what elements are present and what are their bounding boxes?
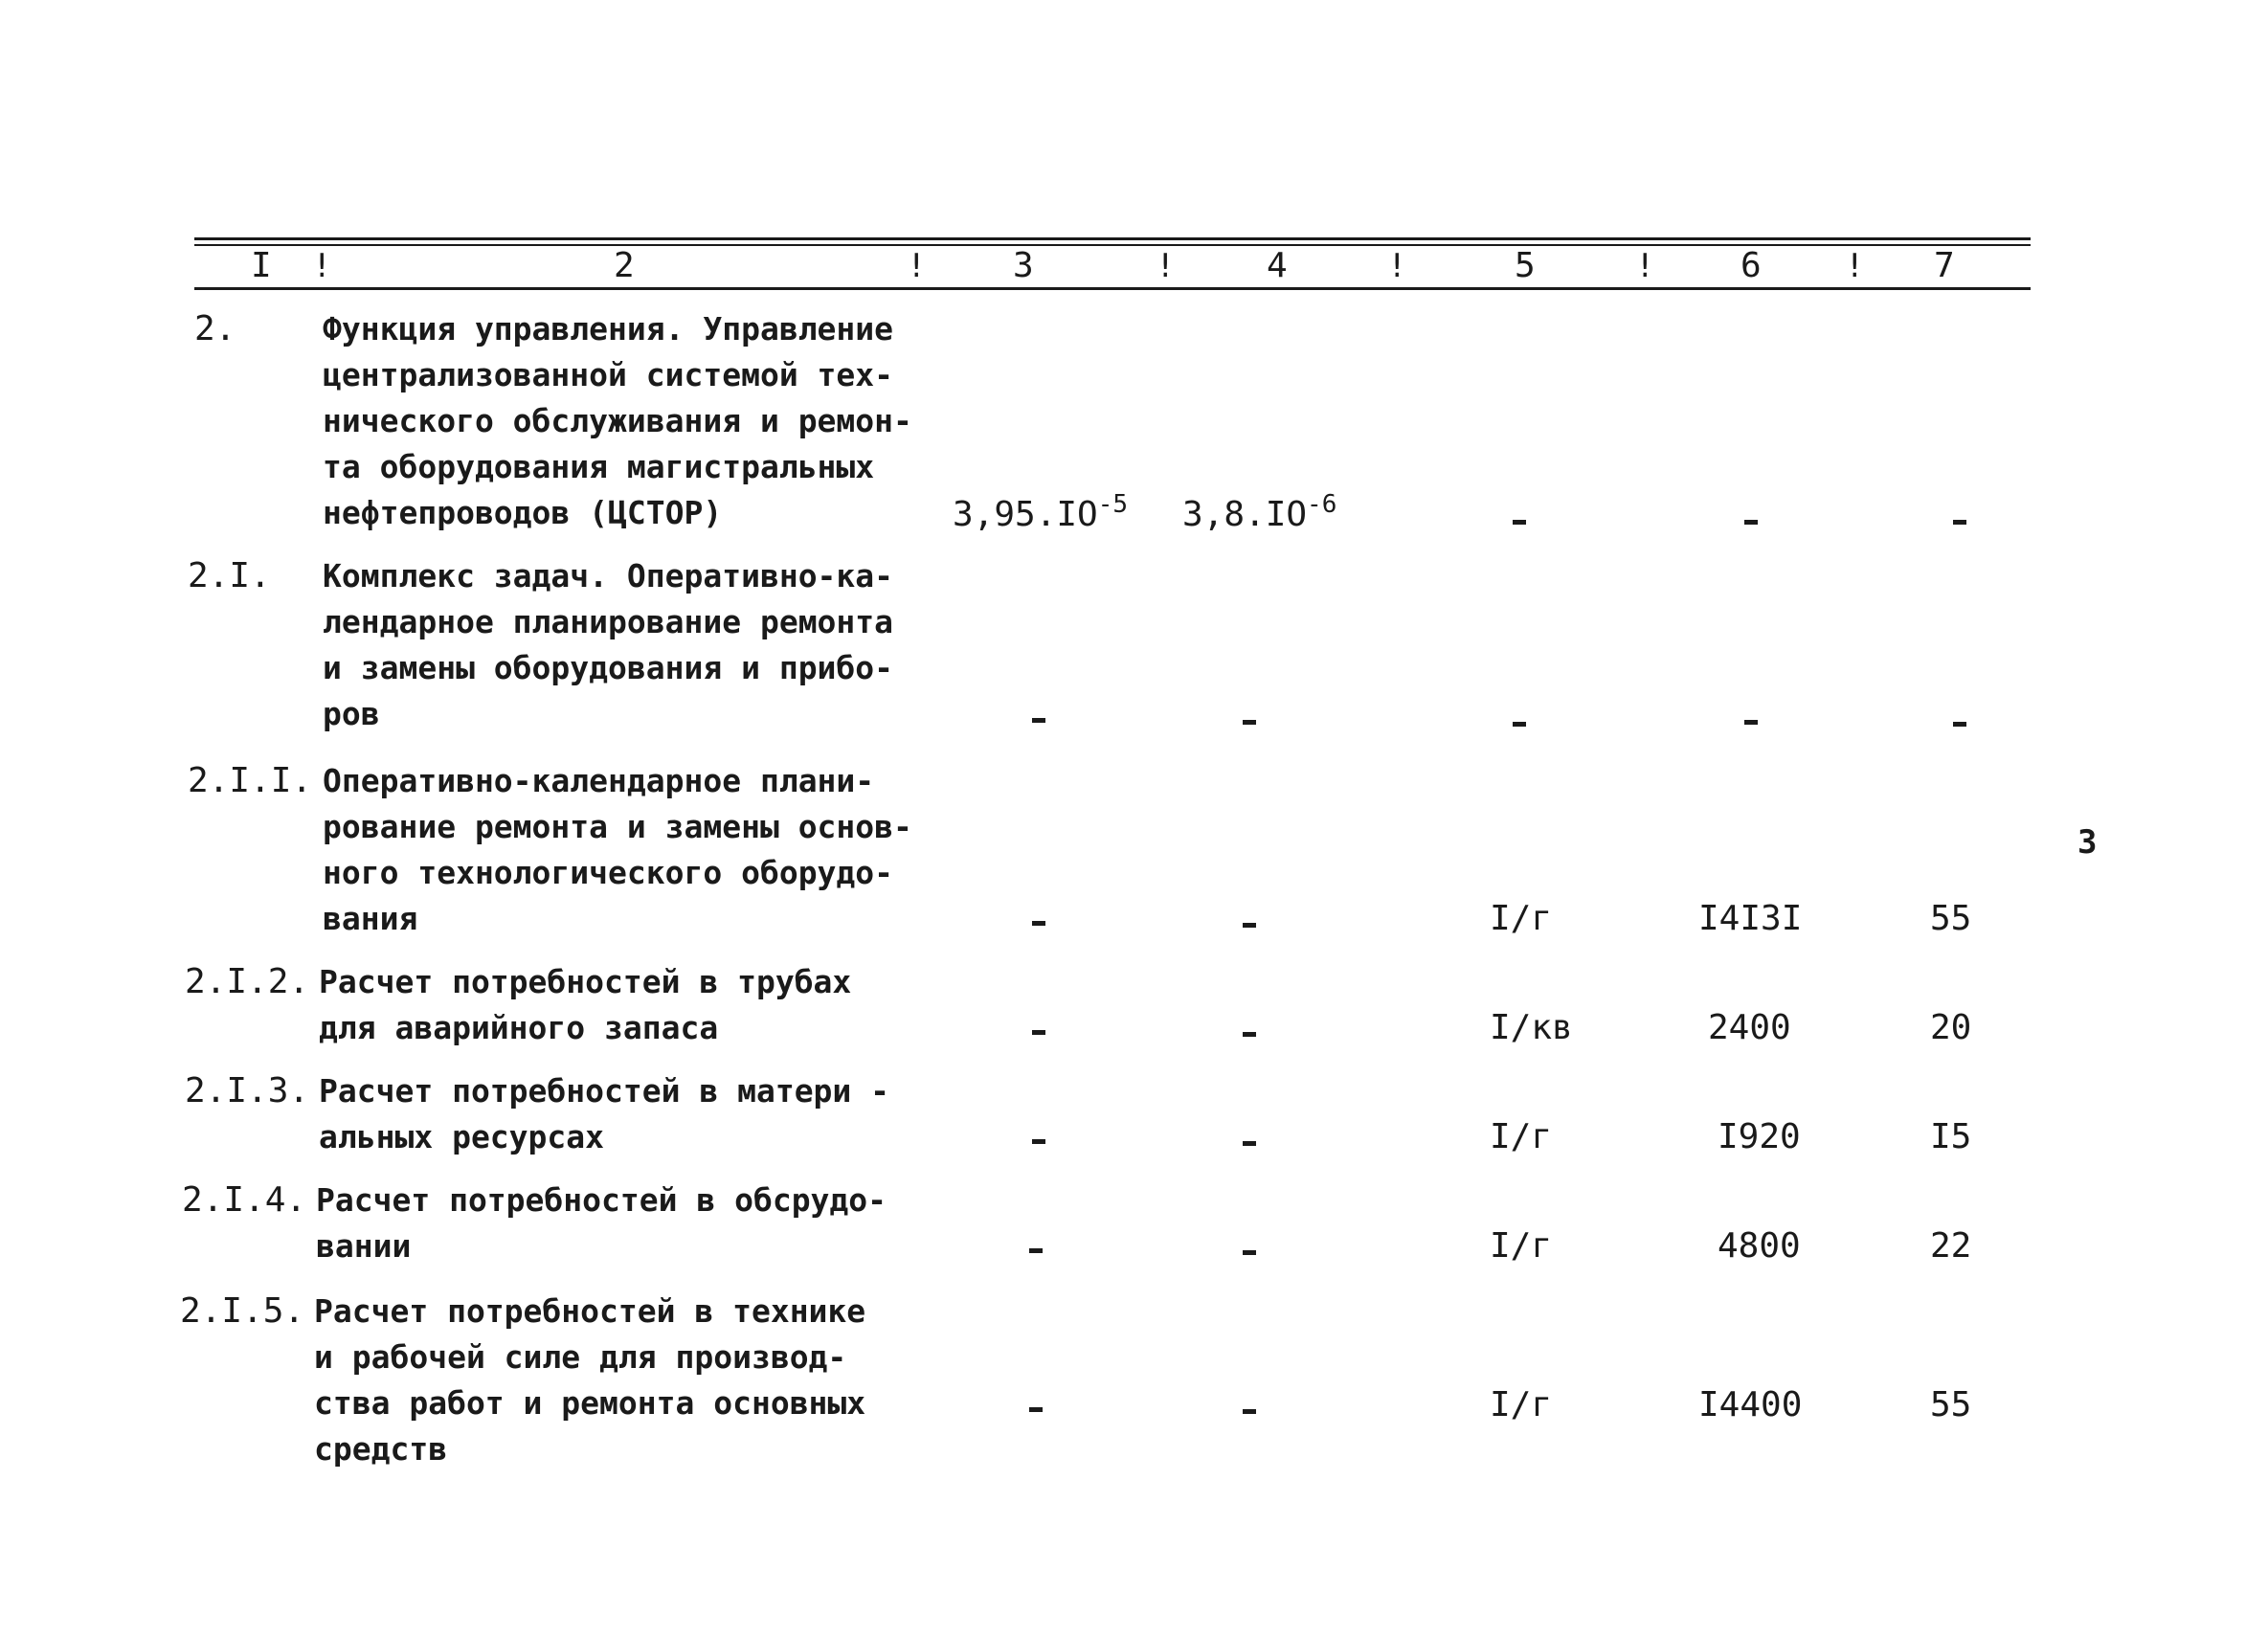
dash-col6	[1744, 520, 1758, 525]
row-number: 2.I.3.	[185, 1071, 310, 1110]
header-separator: !	[1387, 247, 1407, 285]
dash-col4	[1243, 1250, 1256, 1255]
row-value-col3: $3,95.IO^{-5}$	[953, 490, 1129, 534]
row-description: Расчет потребностей в технике и рабочей силе для производ- ства работ и ремонта основных средств	[314, 1292, 866, 1468]
row-value-col6: 2400	[1708, 1008, 1791, 1047]
header-separator: !	[1156, 247, 1176, 285]
row-value-col7: I5	[1930, 1117, 1972, 1156]
row-number: 2.I.	[188, 556, 271, 595]
dash-col3	[1032, 1139, 1045, 1144]
dash-col5	[1513, 722, 1526, 727]
dash-col4	[1243, 1032, 1256, 1037]
row-description: Функция управления. Управление централизованной системой тех- нического обслуживания и ремон- та оборудования магистральных нефтепроводов (ЦСТОР)	[323, 310, 912, 531]
row-description: Расчет потребностей в трубах для аварийного запаса	[319, 963, 852, 1046]
dash-col5	[1513, 520, 1526, 525]
dash-col3	[1032, 1030, 1045, 1035]
row-value-col5: I/кв	[1490, 1008, 1573, 1047]
dash-col6	[1744, 720, 1758, 725]
dash-col7	[1953, 722, 1966, 727]
dash-col3	[1032, 921, 1045, 926]
row-number: 2.I.4.	[182, 1180, 307, 1220]
dash-col4	[1243, 720, 1256, 725]
row-value-col6: I920	[1718, 1117, 1801, 1156]
header-col-5: 5	[1515, 246, 1536, 285]
header-separator: !	[1845, 247, 1865, 285]
header-col-7: 7	[1934, 246, 1955, 285]
header-separator: !	[1635, 247, 1655, 285]
dash-col7	[1953, 520, 1966, 525]
header-top-rule	[194, 237, 2031, 240]
row-number: 2.I.2.	[185, 962, 310, 1001]
row-value-col6: I4I3I	[1698, 899, 1803, 938]
header-col-3: 3	[1013, 246, 1034, 285]
header-separator: !	[907, 247, 927, 285]
row-number: 2.	[194, 309, 236, 348]
row-value-col6: 4800	[1718, 1226, 1801, 1266]
row-value-col5: I/г	[1490, 1226, 1553, 1266]
header-col-4: 4	[1267, 246, 1288, 285]
dash-col4	[1243, 1409, 1256, 1414]
row-value-col7: 22	[1930, 1226, 1972, 1266]
header-col-2: 2	[614, 246, 635, 285]
row-description: Расчет потребностей в матери - альных ресурсах	[319, 1072, 890, 1155]
row-value-col7: 55	[1930, 1385, 1972, 1424]
dash-col4	[1243, 923, 1256, 928]
dash-col3	[1032, 718, 1045, 723]
dash-col3	[1029, 1407, 1043, 1412]
dash-col4	[1243, 1141, 1256, 1146]
margin-mark: З	[2077, 823, 2098, 862]
row-number: 2.I.5.	[180, 1291, 305, 1331]
row-number: 2.I.I.	[188, 761, 313, 800]
row-description: Расчет потребностей в обсрудо- вании	[316, 1181, 887, 1265]
header-bottom-rule	[194, 287, 2031, 290]
row-value-col4: $3,8.IO^{-6}$	[1182, 490, 1337, 534]
row-value-col7: 20	[1930, 1008, 1972, 1047]
header-col-1: I	[251, 246, 272, 285]
row-value-col6: I4400	[1698, 1385, 1803, 1424]
row-description: Комплекс задач. Оперативно-ка- лендарное планирование ремонта и замены оборудования и прибо- ров	[323, 557, 894, 732]
row-description: Оперативно-календарное плани- рование ремонта и замены основ- ного технологического оборудо- вания	[323, 762, 912, 937]
row-value-col7: 55	[1930, 899, 1972, 938]
row-value-col5: I/г	[1490, 1117, 1553, 1156]
dash-col3	[1029, 1248, 1043, 1253]
row-value-col5: I/г	[1490, 899, 1553, 938]
header-separator: !	[312, 247, 332, 285]
header-col-6: 6	[1740, 246, 1762, 285]
row-value-col5: I/г	[1490, 1385, 1553, 1424]
